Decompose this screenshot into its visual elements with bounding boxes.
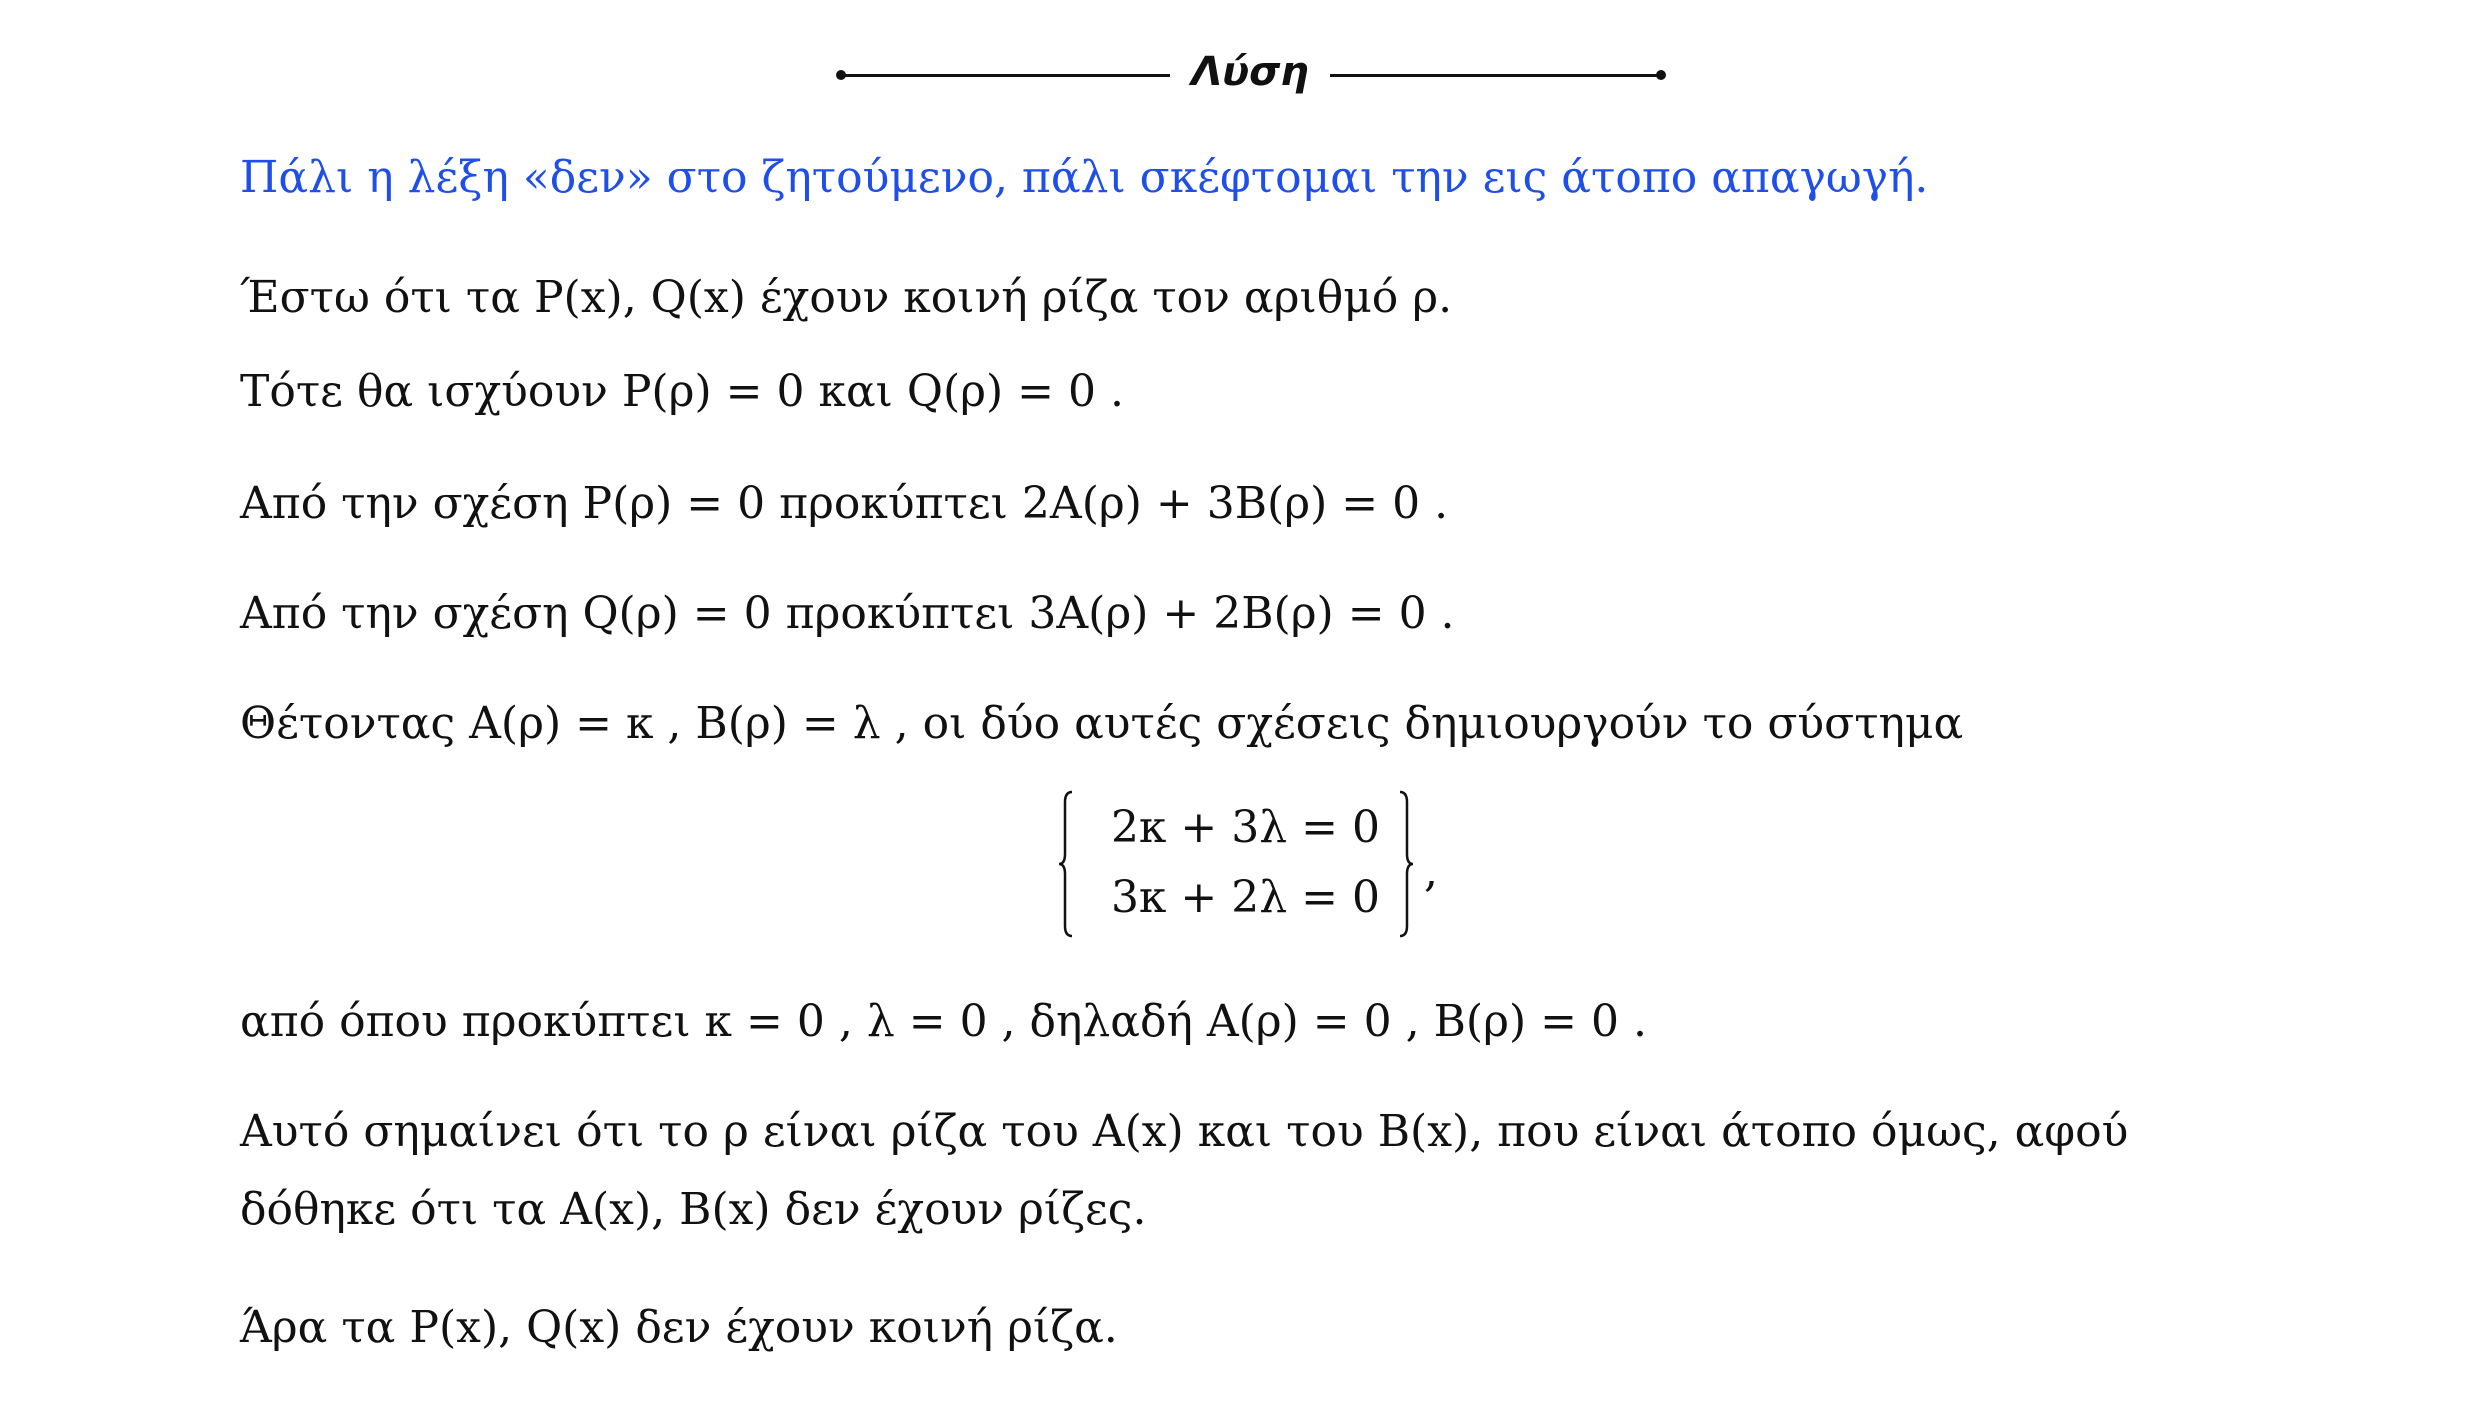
text-line-assumption: Έστω ότι τα P(x), Q(x) έχουν κοινή ρίζα τον αριθμό ρ.: [240, 272, 1453, 323]
title-rule-right: [1330, 74, 1660, 77]
equation-system: [1058, 790, 1458, 940]
hint-line: Πάλι η λέξη «δεν» στο ζητούμενο, πάλι σκέφτομαι την εις άτοπο απαγωγή.: [240, 152, 1929, 203]
equation-1: 2κ + 3λ = 0: [1110, 802, 1380, 853]
title-rule-left: [840, 74, 1170, 77]
text-line-from-q: Από την σχέση Q(ρ) = 0 προκύπτει 3A(ρ) + 2B(ρ) = 0 .: [240, 588, 1455, 639]
text-line-conclusion: Άρα τα P(x), Q(x) δεν έχουν κοινή ρίζα.: [240, 1302, 1118, 1353]
text-line-substitution: Θέτοντας A(ρ) = κ , B(ρ) = λ , οι δύο αυτές σχέσεις δημιουργούν το σύστημα: [240, 698, 1964, 749]
text-line-contradiction-cont: δόθηκε ότι τα A(x), B(x) δεν έχουν ρίζες.: [240, 1184, 1147, 1235]
section-title: Λύση: [1191, 49, 1309, 95]
text-line-contradiction: Αυτό σημαίνει ότι το ρ είναι ρίζα του A(x) και του B(x), που είναι άτοπο όμως, αφού: [240, 1106, 2129, 1157]
equation-2: 3κ + 2λ = 0: [1110, 872, 1380, 923]
left-brace: [1058, 790, 1074, 938]
title-bar: [0, 42, 2480, 102]
rule-right-dot: [1656, 70, 1666, 80]
right-brace: [1398, 790, 1414, 938]
text-line-from-p: Από την σχέση P(ρ) = 0 προκύπτει 2A(ρ) + 3B(ρ) = 0 .: [240, 478, 1449, 529]
text-line-solution: από όπου προκύπτει κ = 0 , λ = 0 , δηλαδή A(ρ) = 0 , B(ρ) = 0 .: [240, 996, 1647, 1047]
text-line-consequence: Τότε θα ισχύουν P(ρ) = 0 και Q(ρ) = 0 .: [240, 366, 1124, 417]
system-comma: ,: [1424, 846, 1438, 897]
